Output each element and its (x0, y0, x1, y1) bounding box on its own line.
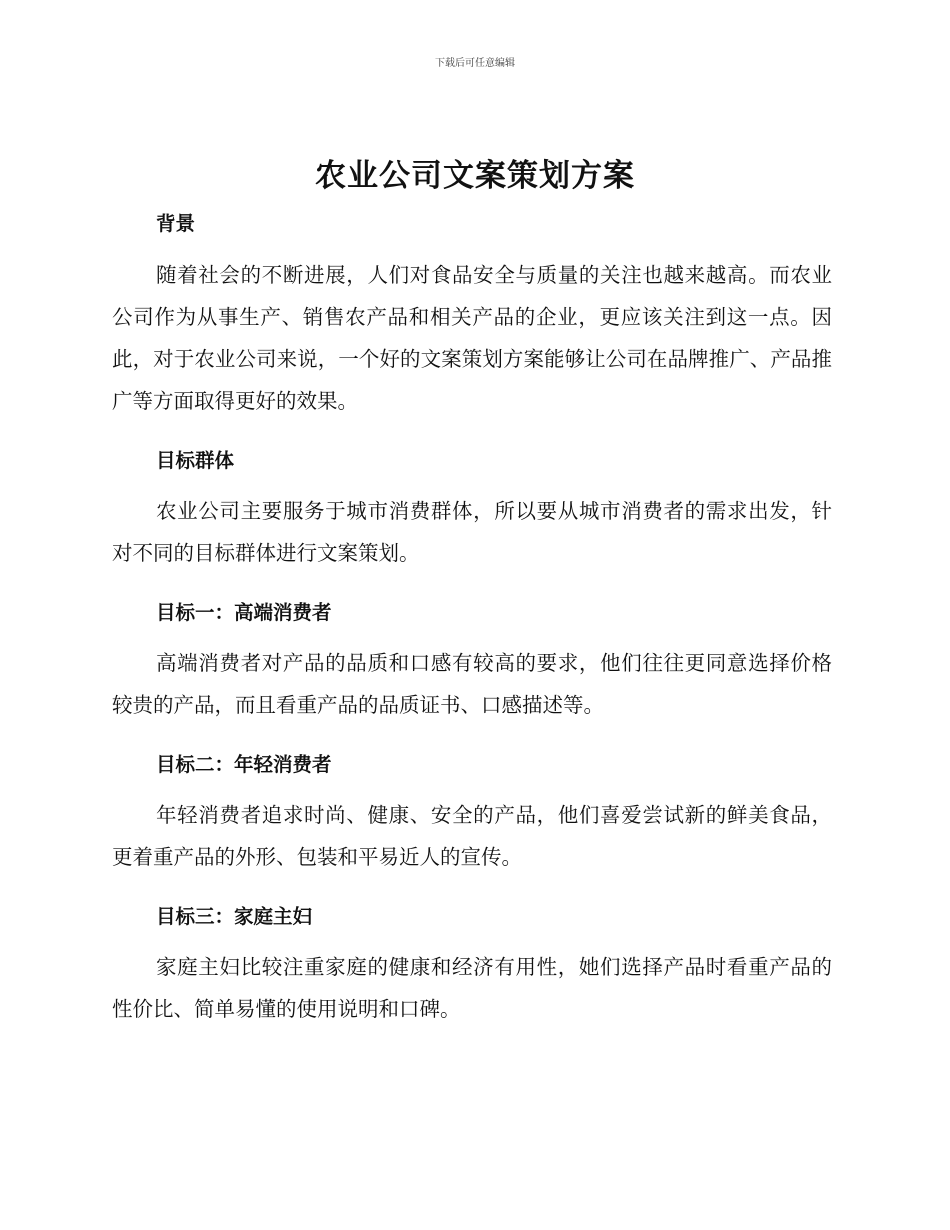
paragraph-target-two: 年轻消费者追求时尚、健康、安全的产品，他们喜爱尝试新的鲜美食品，更着重产品的外形、包装和平易近人的宣传。 (112, 803, 832, 869)
document-title: 农业公司文案策划方案 (315, 158, 635, 194)
paragraph-target-one: 高端消费者对产品的品质和口感有较高的要求，他们往往更同意选择价格较贵的产品，而且看重产品的品质证书、口感描述等。 (112, 651, 832, 717)
header-note: 下载后可任意编辑 (435, 58, 515, 69)
section-heading-target-one: 目标一：高端消费者 (156, 601, 332, 624)
paragraph-background: 随着社会的不断进展，人们对食品安全与质量的关注也越来越高。而农业公司作为从事生产、销售农产品和相关产品的企业，更应该关注到这一点。因此，对于农业公司来说，一个好的文案策划方案能够让公司在品牌推广、产品推广等方面取得更好的效果。 (112, 263, 832, 413)
section-heading-target-groups: 目标群体 (156, 449, 235, 472)
section-heading-target-three: 目标三：家庭主妇 (156, 905, 313, 928)
section-heading-target-two: 目标二：年轻消费者 (156, 753, 332, 776)
paragraph-target-groups: 农业公司主要服务于城市消费群体，所以要从城市消费者的需求出发，针对不同的目标群体进行文案策划。 (112, 499, 832, 565)
section-heading-background: 背景 (156, 212, 196, 235)
paragraph-target-three: 家庭主妇比较注重家庭的健康和经济有用性，她们选择产品时看重产品的性价比、简单易懂的使用说明和口碑。 (112, 955, 832, 1021)
